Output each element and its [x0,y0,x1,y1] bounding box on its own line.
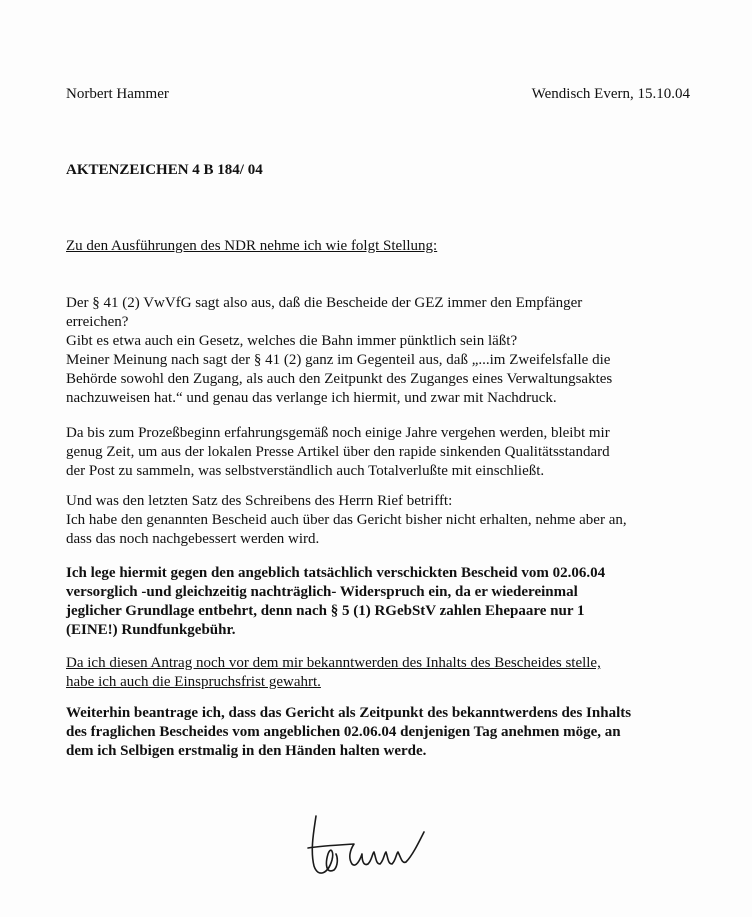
paragraph-4-line: versorglich -und gleichzeitig nachträglich- Widerspruch ein, da er wiedereinmal [66,584,578,600]
place-date: Wendisch Evern, 15.10.04 [531,86,690,102]
handwritten-signature [298,808,438,888]
paragraph-4-objection [66,564,706,640]
paragraph-2-line: Da bis zum Prozeßbeginn erfahrungsgemäß noch einige Jahre vergehen werden, bleibt mir [66,425,610,441]
paragraph-5-deadline [66,654,706,692]
paragraph-1-line: Gibt es etwa auch ein Gesetz, welches die Bahn immer pünktlich sein läßt? [66,333,518,349]
paragraph-2 [66,424,706,481]
paragraph-1-line: nachzuweisen hat.“ und genau das verlange ich hiermit, und zwar mit Nachdruck. [66,390,557,406]
file-reference: AKTENZEICHEN 4 B 184/ 04 [66,162,263,178]
paragraph-1-line: erreichen? [66,314,129,330]
paragraph-5-line: habe ich auch die Einspruchsfrist gewahrt. [66,674,321,690]
paragraph-3-line: dass das noch nachgebessert werden wird. [66,531,320,547]
paragraph-6-line: Weiterhin beantrage ich, dass das Gericht als Zeitpunkt des bekanntwerdens des Inhalts [66,705,632,721]
paragraph-3-line: Und was den letzten Satz des Schreibens des Herrn Rief betrifft: [66,493,453,509]
sender-name: Norbert Hammer [66,86,169,102]
paragraph-6-request [66,704,706,761]
paragraph-5-line: Da ich diesen Antrag noch vor dem mir bekanntwerden des Inhalts des Bescheides stelle, [66,655,601,671]
paragraph-2-line: der Post zu sammeln, was selbstverständlich auch Totalverlußte mit einschließt. [66,463,545,479]
subject-line: Zu den Ausführungen des NDR nehme ich wie folgt Stellung: [66,238,438,254]
paragraph-1-line: Der § 41 (2) VwVfG sagt also aus, daß die Bescheide der GEZ immer den Empfänger [66,295,583,311]
paragraph-4-line: Ich lege hiermit gegen den angeblich tatsächlich verschickten Bescheid vom 02.06.04 [66,565,606,581]
paragraph-1-line: Behörde sowohl den Zugang, als auch den Zeitpunkt des Zuganges eines Verwaltungsaktes [66,371,613,387]
paragraph-6-line: dem ich Selbigen erstmalig in den Händen halten werde. [66,743,427,759]
paragraph-6-line: des fraglichen Bescheides vom angeblichen 02.06.04 denjenigen Tag anehmen möge, an [66,724,621,740]
paragraph-1-line: Meiner Meinung nach sagt der § 41 (2) ganz im Gegenteil aus, daß „...im Zweifelsfalle die [66,352,611,368]
paragraph-1 [66,294,706,408]
paragraph-3-line: Ich habe den genannten Bescheid auch über das Gericht bisher nicht erhalten, nehme aber an, [66,512,627,528]
paragraph-4-line: (EINE!) Rundfunkgebühr. [66,622,236,638]
paragraph-3 [66,492,706,549]
paragraph-2-line: genug Zeit, um aus der lokalen Presse Artikel über den rapide sinkenden Qualitätsstandard [66,444,610,460]
paragraph-4-line: jeglicher Grundlage entbehrt, denn nach § 5 (1) RGebStV zahlen Ehepaare nur 1 [66,603,585,619]
